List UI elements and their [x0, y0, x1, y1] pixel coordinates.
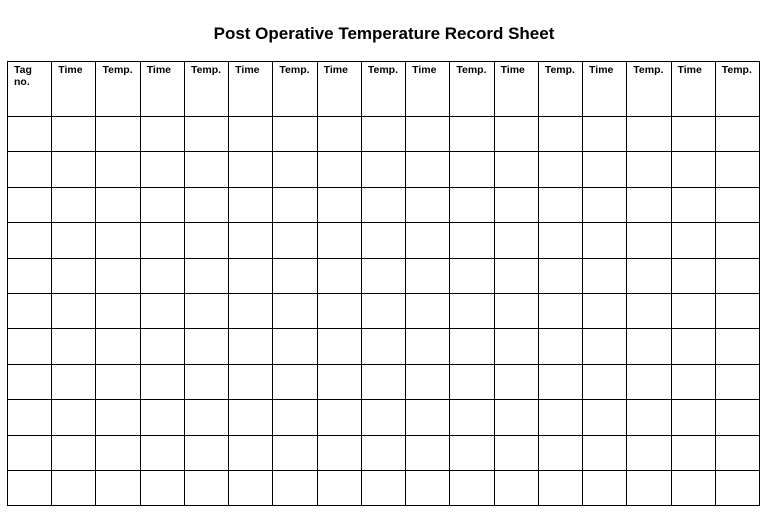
- temp-cell[interactable]: [715, 117, 759, 152]
- temp-cell[interactable]: [627, 435, 671, 470]
- time-cell[interactable]: [494, 187, 538, 222]
- time-cell[interactable]: [583, 293, 627, 328]
- time-cell[interactable]: [583, 329, 627, 364]
- time-cell[interactable]: [406, 400, 450, 435]
- temp-cell[interactable]: [273, 364, 317, 399]
- temp-cell[interactable]: [627, 152, 671, 187]
- time-cell[interactable]: [140, 435, 184, 470]
- temp-cell[interactable]: [450, 117, 494, 152]
- time-cell[interactable]: [671, 258, 715, 293]
- table-row: [8, 223, 760, 258]
- time-cell[interactable]: [494, 470, 538, 505]
- time-cell[interactable]: [229, 435, 273, 470]
- time-cell[interactable]: [671, 329, 715, 364]
- time-cell[interactable]: [229, 329, 273, 364]
- temp-cell[interactable]: [627, 293, 671, 328]
- temp-cell[interactable]: [96, 400, 140, 435]
- temp-cell[interactable]: [627, 117, 671, 152]
- temp-cell[interactable]: [450, 187, 494, 222]
- time-cell[interactable]: [140, 187, 184, 222]
- column-header-temp: Temp.: [715, 62, 759, 117]
- tag-no-cell[interactable]: [8, 258, 52, 293]
- temp-cell[interactable]: [538, 258, 582, 293]
- tag-no-cell[interactable]: [8, 400, 52, 435]
- time-cell[interactable]: [671, 293, 715, 328]
- temp-cell[interactable]: [715, 152, 759, 187]
- column-header-time: Time: [317, 62, 361, 117]
- time-cell[interactable]: [671, 400, 715, 435]
- temp-cell[interactable]: [715, 470, 759, 505]
- temp-cell[interactable]: [450, 400, 494, 435]
- temp-cell[interactable]: [273, 435, 317, 470]
- temp-cell[interactable]: [715, 435, 759, 470]
- temp-cell[interactable]: [184, 187, 228, 222]
- temp-cell[interactable]: [96, 364, 140, 399]
- time-cell[interactable]: [317, 258, 361, 293]
- time-cell[interactable]: [317, 187, 361, 222]
- tag-no-cell[interactable]: [8, 117, 52, 152]
- time-cell[interactable]: [494, 364, 538, 399]
- table-body: [8, 117, 760, 506]
- time-cell[interactable]: [52, 293, 96, 328]
- temp-cell[interactable]: [361, 435, 405, 470]
- time-cell[interactable]: [140, 258, 184, 293]
- temp-cell[interactable]: [627, 187, 671, 222]
- table-row: [8, 470, 760, 505]
- time-cell[interactable]: [317, 293, 361, 328]
- temp-cell[interactable]: [273, 152, 317, 187]
- tag-no-cell[interactable]: [8, 470, 52, 505]
- temp-cell[interactable]: [715, 364, 759, 399]
- temp-cell[interactable]: [627, 364, 671, 399]
- temp-cell[interactable]: [96, 435, 140, 470]
- time-cell[interactable]: [494, 117, 538, 152]
- time-cell[interactable]: [406, 152, 450, 187]
- tag-no-cell[interactable]: [8, 152, 52, 187]
- table-row: [8, 117, 760, 152]
- tag-no-cell[interactable]: [8, 293, 52, 328]
- temp-cell[interactable]: [184, 400, 228, 435]
- temp-cell[interactable]: [361, 329, 405, 364]
- tag-no-cell[interactable]: [8, 223, 52, 258]
- temp-cell[interactable]: [184, 258, 228, 293]
- time-cell[interactable]: [140, 470, 184, 505]
- table-row: [8, 293, 760, 328]
- temp-cell[interactable]: [450, 223, 494, 258]
- time-cell[interactable]: [317, 329, 361, 364]
- time-cell[interactable]: [140, 152, 184, 187]
- time-cell[interactable]: [52, 117, 96, 152]
- time-cell[interactable]: [229, 223, 273, 258]
- time-cell[interactable]: [671, 435, 715, 470]
- temp-cell[interactable]: [450, 435, 494, 470]
- column-header-time: Time: [52, 62, 96, 117]
- time-cell[interactable]: [583, 223, 627, 258]
- column-header-time: Time: [229, 62, 273, 117]
- temp-cell[interactable]: [184, 152, 228, 187]
- time-cell[interactable]: [52, 470, 96, 505]
- temp-cell[interactable]: [361, 364, 405, 399]
- table-row: [8, 435, 760, 470]
- temp-cell[interactable]: [361, 258, 405, 293]
- time-cell[interactable]: [583, 400, 627, 435]
- time-cell[interactable]: [52, 258, 96, 293]
- time-cell[interactable]: [494, 293, 538, 328]
- column-header-temp: Temp.: [361, 62, 405, 117]
- time-cell[interactable]: [406, 223, 450, 258]
- temp-cell[interactable]: [96, 117, 140, 152]
- time-cell[interactable]: [583, 258, 627, 293]
- temp-cell[interactable]: [184, 364, 228, 399]
- temp-cell[interactable]: [538, 470, 582, 505]
- temp-cell[interactable]: [627, 470, 671, 505]
- temp-cell[interactable]: [715, 293, 759, 328]
- time-cell[interactable]: [583, 435, 627, 470]
- time-cell[interactable]: [140, 293, 184, 328]
- time-cell[interactable]: [671, 152, 715, 187]
- temp-cell[interactable]: [184, 223, 228, 258]
- temp-cell[interactable]: [96, 187, 140, 222]
- time-cell[interactable]: [317, 117, 361, 152]
- time-cell[interactable]: [52, 364, 96, 399]
- temp-cell[interactable]: [96, 293, 140, 328]
- time-cell[interactable]: [671, 117, 715, 152]
- temp-cell[interactable]: [96, 329, 140, 364]
- temp-cell[interactable]: [96, 258, 140, 293]
- time-cell[interactable]: [229, 470, 273, 505]
- temp-cell[interactable]: [450, 293, 494, 328]
- temp-cell[interactable]: [273, 223, 317, 258]
- temp-cell[interactable]: [273, 329, 317, 364]
- time-cell[interactable]: [52, 187, 96, 222]
- time-cell[interactable]: [140, 117, 184, 152]
- temp-cell[interactable]: [184, 329, 228, 364]
- temp-cell[interactable]: [361, 152, 405, 187]
- time-cell[interactable]: [583, 117, 627, 152]
- time-cell[interactable]: [229, 364, 273, 399]
- time-cell[interactable]: [140, 364, 184, 399]
- time-cell[interactable]: [494, 258, 538, 293]
- time-cell[interactable]: [317, 400, 361, 435]
- table-header-row: [8, 62, 760, 117]
- time-cell[interactable]: [140, 223, 184, 258]
- time-cell[interactable]: [406, 187, 450, 222]
- table-row: [8, 364, 760, 399]
- time-cell[interactable]: [317, 223, 361, 258]
- time-cell[interactable]: [406, 435, 450, 470]
- time-cell[interactable]: [52, 223, 96, 258]
- tag-no-cell[interactable]: [8, 187, 52, 222]
- temp-cell[interactable]: [450, 152, 494, 187]
- time-cell[interactable]: [406, 293, 450, 328]
- time-cell[interactable]: [494, 223, 538, 258]
- temp-cell[interactable]: [96, 470, 140, 505]
- table-row: [8, 152, 760, 187]
- time-cell[interactable]: [140, 329, 184, 364]
- time-cell[interactable]: [52, 435, 96, 470]
- time-cell[interactable]: [52, 152, 96, 187]
- time-cell[interactable]: [52, 400, 96, 435]
- temp-cell[interactable]: [184, 470, 228, 505]
- temp-cell[interactable]: [184, 435, 228, 470]
- time-cell[interactable]: [140, 400, 184, 435]
- temp-cell[interactable]: [273, 258, 317, 293]
- time-cell[interactable]: [671, 223, 715, 258]
- page-title: Post Operative Temperature Record Sheet: [213, 24, 555, 43]
- column-header-temp: Temp.: [627, 62, 671, 117]
- time-cell[interactable]: [317, 470, 361, 505]
- time-cell[interactable]: [494, 435, 538, 470]
- temp-cell[interactable]: [450, 364, 494, 399]
- temp-cell[interactable]: [538, 293, 582, 328]
- time-cell[interactable]: [406, 258, 450, 293]
- time-cell[interactable]: [671, 187, 715, 222]
- temp-cell[interactable]: [273, 470, 317, 505]
- tag-no-cell[interactable]: [8, 364, 52, 399]
- table-row: [8, 400, 760, 435]
- time-cell[interactable]: [229, 117, 273, 152]
- temp-cell[interactable]: [273, 117, 317, 152]
- time-cell[interactable]: [494, 329, 538, 364]
- column-header-temp: Temp.: [96, 62, 140, 117]
- time-cell[interactable]: [406, 364, 450, 399]
- time-cell[interactable]: [229, 187, 273, 222]
- time-cell[interactable]: [406, 470, 450, 505]
- temp-cell[interactable]: [184, 293, 228, 328]
- column-header-temp: Temp.: [450, 62, 494, 117]
- temp-cell[interactable]: [627, 400, 671, 435]
- temp-cell[interactable]: [361, 400, 405, 435]
- temp-cell[interactable]: [361, 187, 405, 222]
- column-header-time: Time: [140, 62, 184, 117]
- column-header-time: Time: [583, 62, 627, 117]
- time-cell[interactable]: [229, 400, 273, 435]
- temp-cell[interactable]: [715, 223, 759, 258]
- temp-cell[interactable]: [715, 400, 759, 435]
- time-cell[interactable]: [317, 152, 361, 187]
- tag-no-cell[interactable]: [8, 435, 52, 470]
- temp-cell[interactable]: [96, 223, 140, 258]
- temp-cell[interactable]: [273, 293, 317, 328]
- column-header-time: Time: [494, 62, 538, 117]
- time-cell[interactable]: [494, 400, 538, 435]
- time-cell[interactable]: [229, 293, 273, 328]
- temp-cell[interactable]: [361, 470, 405, 505]
- table-row: [8, 329, 760, 364]
- temp-cell[interactable]: [538, 152, 582, 187]
- temp-cell[interactable]: [715, 187, 759, 222]
- time-cell[interactable]: [229, 152, 273, 187]
- column-header-time: Time: [406, 62, 450, 117]
- table-row: [8, 187, 760, 222]
- time-cell[interactable]: [406, 329, 450, 364]
- time-cell[interactable]: [406, 117, 450, 152]
- temperature-record-table: [7, 61, 760, 506]
- time-cell[interactable]: [583, 152, 627, 187]
- temp-cell[interactable]: [538, 329, 582, 364]
- column-header-temp: Temp.: [184, 62, 228, 117]
- temp-cell[interactable]: [450, 470, 494, 505]
- time-cell[interactable]: [583, 364, 627, 399]
- time-cell[interactable]: [52, 329, 96, 364]
- temp-cell[interactable]: [538, 223, 582, 258]
- temp-cell[interactable]: [715, 258, 759, 293]
- column-header-temp: Temp.: [273, 62, 317, 117]
- temp-cell[interactable]: [450, 329, 494, 364]
- column-header-temp: Temp.: [538, 62, 582, 117]
- time-cell[interactable]: [229, 258, 273, 293]
- temp-cell[interactable]: [715, 329, 759, 364]
- time-cell[interactable]: [671, 364, 715, 399]
- temp-cell[interactable]: [538, 435, 582, 470]
- time-cell[interactable]: [317, 435, 361, 470]
- time-cell[interactable]: [317, 364, 361, 399]
- table-row: [8, 258, 760, 293]
- temp-cell[interactable]: [184, 117, 228, 152]
- temp-cell[interactable]: [273, 400, 317, 435]
- temp-cell[interactable]: [538, 364, 582, 399]
- temp-cell[interactable]: [627, 329, 671, 364]
- column-header-time: Time: [671, 62, 715, 117]
- temp-cell[interactable]: [627, 223, 671, 258]
- temp-cell[interactable]: [361, 223, 405, 258]
- column-header-tag-no: Tag no.: [8, 62, 52, 117]
- temp-cell[interactable]: [361, 293, 405, 328]
- temp-cell[interactable]: [273, 187, 317, 222]
- temp-cell[interactable]: [96, 152, 140, 187]
- temp-cell[interactable]: [361, 117, 405, 152]
- time-cell[interactable]: [583, 470, 627, 505]
- tag-no-cell[interactable]: [8, 329, 52, 364]
- temp-cell[interactable]: [538, 400, 582, 435]
- time-cell[interactable]: [671, 470, 715, 505]
- temp-cell[interactable]: [538, 187, 582, 222]
- temp-cell[interactable]: [450, 258, 494, 293]
- temp-cell[interactable]: [538, 117, 582, 152]
- temp-cell[interactable]: [627, 258, 671, 293]
- time-cell[interactable]: [583, 187, 627, 222]
- time-cell[interactable]: [494, 152, 538, 187]
